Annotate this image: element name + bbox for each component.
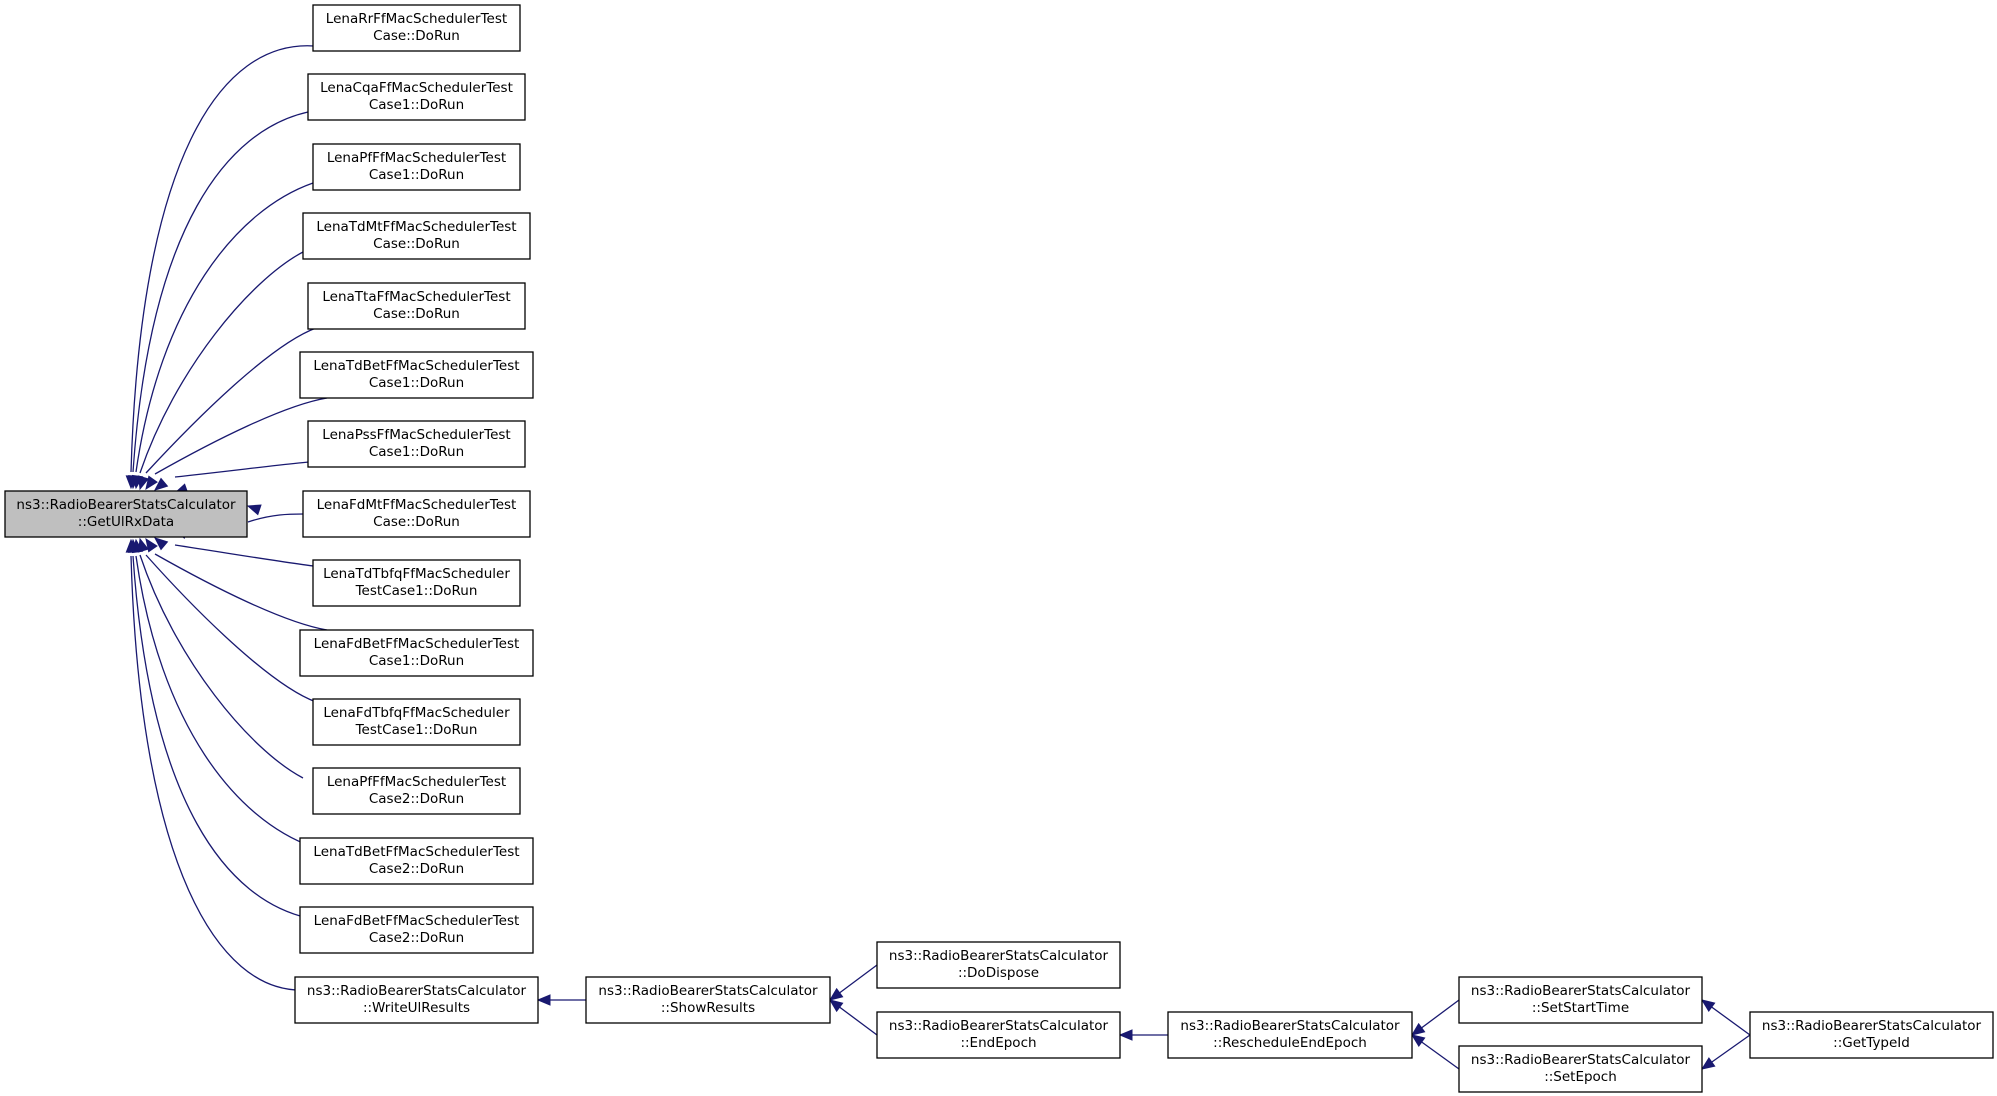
node-endep[interactable] <box>877 1012 1120 1058</box>
node-label-line: Case2::DoRun <box>368 861 465 877</box>
edge-n7-to-root <box>175 461 322 477</box>
node-label-line: LenaFdTbfqFfMacScheduler <box>323 705 510 721</box>
node-label-line: LenaFdMtFfMacSchedulerTest <box>316 497 517 513</box>
node-label-line: ns3::RadioBearerStatsCalculator <box>1470 1052 1691 1068</box>
node-n11[interactable] <box>313 699 520 745</box>
node-label-line: LenaPfFfMacSchedulerTest <box>326 774 507 790</box>
node-wul[interactable] <box>295 977 538 1023</box>
node-label-line: Case::DoRun <box>373 28 460 44</box>
node-n2[interactable] <box>308 74 525 120</box>
node-label-line: ::DoDispose <box>957 965 1040 981</box>
node-label-line: TestCase1::DoRun <box>355 583 478 599</box>
edge-n6-to-root-arrowhead <box>155 478 167 490</box>
node-label-line: LenaTdBetFfMacSchedulerTest <box>313 358 520 374</box>
edge-sep-to-resch-arrowhead <box>1412 1035 1425 1046</box>
node-label-line: ::EndEpoch <box>960 1035 1037 1051</box>
node-n7[interactable] <box>308 421 525 467</box>
node-label-line: Case1::DoRun <box>368 653 465 669</box>
node-label-line: ns3::RadioBearerStatsCalculator <box>1180 1018 1400 1034</box>
node-label-line: ::SetStartTime <box>1531 1000 1630 1016</box>
node-label-line: Case2::DoRun <box>368 791 465 807</box>
node-label-line: Case1::DoRun <box>368 444 465 460</box>
edge-n1-to-root <box>131 46 314 472</box>
edge-n2-to-root <box>133 112 308 472</box>
node-root[interactable] <box>5 491 247 537</box>
node-label-line: ::ShowResults <box>660 1000 756 1016</box>
node-label-line: Case1::DoRun <box>368 167 465 183</box>
node-label-line: LenaRrFfMacSchedulerTest <box>325 11 508 27</box>
node-n9[interactable] <box>313 560 520 606</box>
node-sep[interactable] <box>1459 1046 1702 1092</box>
node-label-line: Case2::DoRun <box>368 930 465 946</box>
node-resch[interactable] <box>1168 1012 1412 1058</box>
edge-resch-to-endep-arrowhead <box>1120 1030 1132 1040</box>
edge-dispose-to-show-arrowhead <box>830 989 843 1000</box>
node-n3[interactable] <box>313 144 520 190</box>
node-label-line: LenaPfFfMacSchedulerTest <box>326 150 507 166</box>
node-n6[interactable] <box>300 352 533 398</box>
node-label-line: LenaCqaFfMacSchedulerTest <box>320 80 513 96</box>
node-label-line: ::GetUlRxData <box>77 514 175 530</box>
node-n8[interactable] <box>303 491 530 537</box>
node-label-line: ::RescheduleEndEpoch <box>1213 1035 1367 1051</box>
edge-sst-to-resch-arrowhead <box>1412 1024 1425 1035</box>
node-label-line: Case::DoRun <box>373 236 460 252</box>
edge-n10-to-root-arrowhead <box>155 538 167 550</box>
nodes-layer <box>5 5 1993 1092</box>
node-label-line: Case1::DoRun <box>368 97 465 113</box>
node-label-line: ns3::RadioBearerStatsCalculator <box>16 497 236 513</box>
node-sst[interactable] <box>1459 977 1702 1023</box>
node-label-line: TestCase1::DoRun <box>355 722 478 738</box>
node-label-line: LenaTtaFfMacSchedulerTest <box>322 289 511 305</box>
edge-wul-to-root <box>131 556 300 990</box>
edge-n3-to-root <box>136 183 313 472</box>
edge-n9-to-root <box>175 545 322 567</box>
node-label-line: LenaTdMtFfMacSchedulerTest <box>316 219 517 235</box>
node-n4[interactable] <box>303 213 530 259</box>
edge-n8-to-root-arrowhead <box>248 505 261 514</box>
node-n13[interactable] <box>300 838 533 884</box>
edge-endep-to-show-arrowhead <box>830 1000 843 1011</box>
node-label-line: Case::DoRun <box>373 514 460 530</box>
edge-gti-to-sst-arrowhead <box>1702 1000 1715 1011</box>
edge-gti-to-sep-arrowhead <box>1702 1058 1715 1069</box>
edge-n13-to-root <box>136 556 313 847</box>
node-n5[interactable] <box>308 283 525 329</box>
edge-n14-to-root <box>133 556 308 918</box>
edge-n8-to-root <box>248 514 303 522</box>
node-label-line: ns3::RadioBearerStatsCalculator <box>1470 983 1691 999</box>
node-label-line: Case1::DoRun <box>368 375 465 391</box>
node-label-line: ::WriteUlResults <box>362 1000 471 1016</box>
node-label-line: ns3::RadioBearerStatsCalculator <box>888 948 1109 964</box>
node-n1[interactable] <box>313 5 520 51</box>
node-label-line: LenaPssFfMacSchedulerTest <box>322 427 511 443</box>
node-gti[interactable] <box>1750 1012 1993 1058</box>
node-label-line: LenaFdBetFfMacSchedulerTest <box>313 913 520 929</box>
node-n14[interactable] <box>300 907 533 953</box>
node-label-line: ns3::RadioBearerStatsCalculator <box>888 1018 1109 1034</box>
node-label-line: ns3::RadioBearerStatsCalculator <box>306 983 527 999</box>
node-dispose[interactable] <box>877 942 1120 988</box>
node-label-line: Case::DoRun <box>373 306 460 322</box>
node-label-line: ns3::RadioBearerStatsCalculator <box>598 983 818 999</box>
node-label-line: ns3::RadioBearerStatsCalculator <box>1761 1018 1982 1034</box>
node-n10[interactable] <box>300 630 533 676</box>
node-label-line: ::GetTypeId <box>1833 1035 1910 1051</box>
node-label-line: LenaFdBetFfMacSchedulerTest <box>313 636 520 652</box>
node-label-line: ::SetEpoch <box>1544 1069 1617 1085</box>
node-label-line: LenaTdBetFfMacSchedulerTest <box>313 844 520 860</box>
node-label-line: LenaTdTbfqFfMacScheduler <box>323 566 510 582</box>
edge-n11-to-root-arrowhead <box>146 539 157 552</box>
node-n12[interactable] <box>313 768 520 814</box>
node-show[interactable] <box>586 977 830 1023</box>
edge-show-to-wul-arrowhead <box>538 995 550 1005</box>
